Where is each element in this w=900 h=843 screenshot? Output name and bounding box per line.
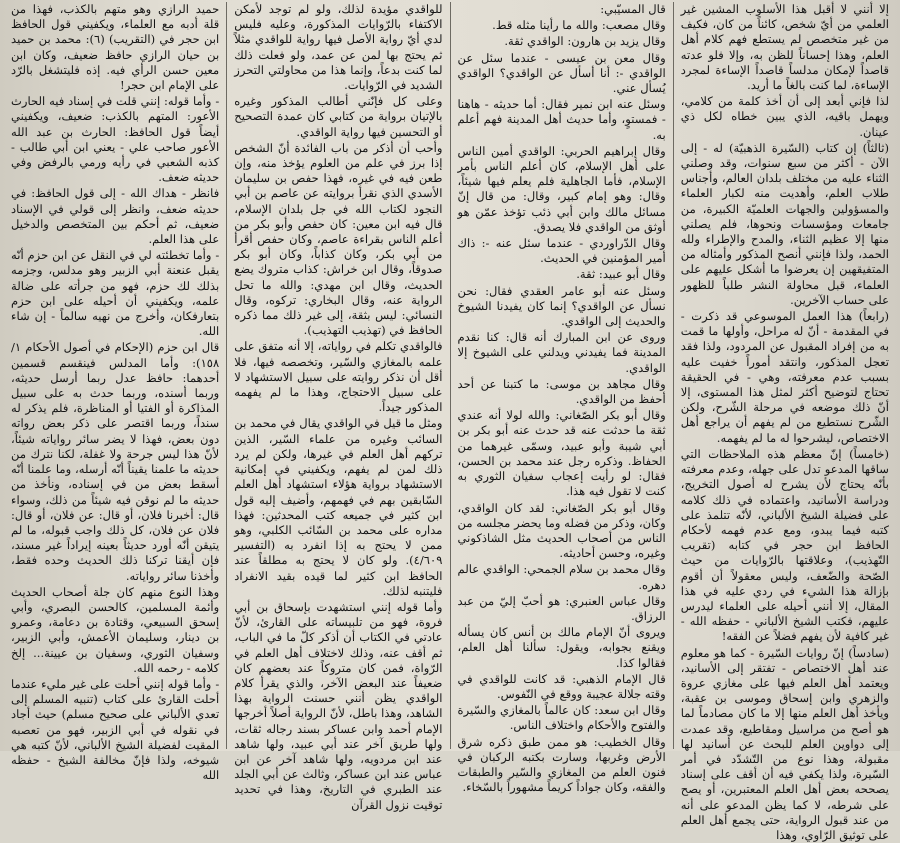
article-paragraph: ومثل ما قيل في الواقدي يقال في محمد بن السائب وغيره من علماء السّير، الذين تركهم أهل العلم في غيرها، ولكن لم يرد ذلك لمن لم يفهم، ويكفيني في إمكانية الاستشهاد برواية هؤلاء استشهاد أهل العلم السّابقين بهم في فهمهم، وأضيف إليه قول ابن كثير في جميعه كتب المحدثين: فهذا مداره على محمد بن السّائب الكلبي، وهو ممن لا يحتج به إذا انفرد به (التفسير ٤/٦٠٩). ولو كان لا يحتج به مطلقاً عند الحافظ ابن كثير لما قيده بقيد الانفراد فليتنبه لذلك. (234, 416, 443, 598)
article-paragraph: وسئل عنه أبو عامر العقدي فقال: نحن نسأل عن الواقدي؟ إنما كان يفيدنا الشيوخ والحديث إلى الواقدي. (457, 283, 666, 329)
article-paragraph: وهذا النوع منهم كان جلة أصحاب الحديث وأئمة المسلمين، كالحسن البصري، وأبي إسحق السبيعي، وقتادة بن دعامة، وعمرو بن دينار، وسليمان الأعمش، وأبي الزبير، وسفيان الثوري، وسفيان بن عيينة... إلخ كلامه - رحمه الله. (11, 584, 220, 675)
article-paragraph: وقال الدّراوردي - عندما سئل عنه -: ذاك أمير المؤمنين في الحديث. (457, 236, 666, 266)
article-paragraph: إلا أنني لا أقبل هذا الأسلوب المشين غير العلمي من أيّ شخص، كائناً من كان، فكيف من غير متخصص لم يستطع فهم كلام أهل العلم، وهذا إحساناً للظن به، وإلا فلو عدته قاصداً لإمكان مدلساً قاصداً الإساءة لمجرد الإساءة، لما كنت بالغاً ما أريد. (680, 2, 889, 93)
article-paragraph: ويروى أنّ الإمام مالك بن أنس كان يسأله ويقنع بجوابه، ويقول: سألنا أهل العلم، فقالوا كذا. (457, 625, 666, 670)
article-paragraph: وقال أبو بكر الصّغاني: لقد كان الواقدي، وكان، وذكر من فضله وما يحضر مجلسه من الناس من أصحاب الحديث مثل الشاذكوني وغيره، وحسن أحاديثه. (457, 500, 666, 561)
article-paragraph: فانظر - هداك الله - إلى قول الحافظ: في حديثه ضعف، وانظر إلى قولي في الإسناد ضعيف، ثم أحكم بين المتخصص والدخيل على هذا العلم. (11, 186, 220, 247)
column-3 (226, 2, 449, 812)
article-paragraph: وقال ابن سعد: كان عالماً بالمغازي والسّيرة والفتوح والأحكام واختلاف الناس. (457, 703, 666, 733)
article-paragraph: وقال مجاهد بن موسى: ما كتبنا عن أحد أحفظ من الواقدي. (457, 376, 666, 407)
article-paragraph: - وأما قوله: إنني قلت في إسناد فيه الحارث الأعور: المتهم بالكذب: ضعيف، ويكفيني أيضاً قول الحافظ: الحارث بن عبد الله الأعور صاحب علي - يعني ابن أبي طالب - كذبه الشعبي في رأيه ورمي بالرفض وفي حديثه ضعف. (11, 94, 220, 185)
article-paragraph: (رابعاً) هذا العمل الموسوعي قد ذكرت - في المقدمة - أنّ له مراحل، وأولها ما قمت به من إفراد المقبول عن المردود، ولذا فقد تعجل المذكور، وانتقد أموراً خفيت عليه بسبب عدم معرفته، وهي - في الحقيقة تحتاج لتوضيح أكثر لمثل هذا المستوى، إلا أنّ ذلك موضعه في مرحلة الشّرح، ولكن الشّرح نستطيع من لم يفهم أن يراجع أهل الاختصاص، ليشرحوا له ما لم يفهمه. (680, 309, 889, 445)
article-paragraph: وروى عن ابن المبارك أنه قال: كنا نقدم المدينة فما يفيدني ويدلني على الشيوخ إلا الواقدي. (457, 330, 666, 375)
article-paragraph: وأما قوله إنني استشهدت بإسحاق بن أبي فروة، فهو من تلبيساته على القارئ، لأنّ عادتي في الكتاب أن أذكر كلّ ما في الباب، ثم أقف عنه، وذلك لاختلاف أهل العلم في الرّواة، فمن كان متروكاً عند بعضهم كان ضعيفاً عند البعض الآخر، والذي يقرأ كلام الواقدي يظن أنني حسنت الرواية بهذا الشاهد، وهذا باطل، لأنّ الرواية أصلاً أخرجها الإمام أحمد وابن عساكر بسند رجاله ثقات، ولها طريق آخر عند أبي عبيد، ولها شاهد عند ابن مردويه، ولها شاهد آخر عن ابن عباس عند ابن عساكر، وثالث عن أبي الجلد عند الطبري في التاريخ، وهذا في تحديد توقيت نزول القرآن (234, 599, 443, 812)
article-paragraph: حميد الرازي وهو متهم بالكذب، فهذا من قلة أدبه مع العلماء، ويكفيني قول الحافظ ابن حجر في (التقريب) (٦): محمد بن حميد بن حيان الرازي حافظ ضعيف، وكان ابن معين حسن الرأي فيه. إذه فليتشغل بالرّد على الإمام ابن حجر! (11, 2, 220, 93)
article-paragraph: وقال يزيد بن هارون: الواقدي ثقة. (504, 34, 666, 49)
article-paragraph: وسئل عنه ابن نمير فقال: أما حديثه - هاهنا - فمستوٍ، وأما حديث أهل المدينة فهم أعلم به. (457, 97, 666, 142)
article-paragraph: قال ابن حزم (الإحكام في أصول الأحكام ١/ ١٥٨): وأما المدلس فينقسم قسمين أحدهما: حافظ عدل ربما أرسل حديثه، وربما أسنده، وربما حدث به على سبيل المذاكرة أو الفتيا أو المناظرة، فلم يذكر له سنداً، وربما اقتصر على ذكر بعض رواته دون بعض، فهذا لا يضر سائر رواياته شيئاً، لأنّ هذا ليس جرحة ولا غفلة، لكنا نترك من حديثه ما علمنا يقيناً أنّه أرسله، وما علمنا أنّه أسقط بعض من في إسناده، ونأخذ من حديثه ما لم نوقن فيه شيئاً من ذلك، وسواء قال: أخبرنا فلان، أو قال: عن فلان، أو قال: فلان عن فلان، كل ذلك واجب قبوله، ما لم يتيقن أنّه أورد حديثاً بعينه إيراداً غير مسند، فإن أيقنا تركنا ذلك الحديث وحده فقط، وأخذنا سائر رواياته. (11, 340, 220, 583)
article-paragraph: قال المسيّبي: (600, 2, 666, 16)
column-1 (673, 2, 896, 842)
article-paragraph: للواقدي مؤيدة لذلك، ولو لم توجد لأمكن الاكتفاء بالرّوايات المذكورة، وعليه فليس لدي أيّ رواية الأصل فيها رواية للواقدي مثلاً ثم يحتج بها لمن عن عمد، ولو فعلت ذلك لما كنت بدعاً، وإنما هذا من محاولتي التحرز الشديد في الرّوايات. (234, 2, 443, 93)
article-paragraph: (ثالثاً) إن كتاب (السّيرة الذهبيّة) له - إلى الآن - أكثر من سبع سنوات، وقد وصلني الثناء عليه من مختلف بلدان العالم، وأجناس طلاب العلم، وأهديت منه لكبار العلماء والمسؤولين والجهات العلميّة الكبيرة، من جامعات ومؤسسات ونحوها، فلم يصلني منها إلا عظيم الثناء، والمدح والإطراء ولله الحمد، ولذا فإنني أنصح المذكور وأمثاله من المتفيقهين إن يعرضوا ما أشكل عليهم على العلماء، قبل محاولة النشر طلباً للظهور على حساب الآخرين. (680, 140, 889, 307)
article-paragraph: وعلى كل فإنّني أطالب المذكور وغيره بالإتيان برواية من كتابي كان عمدة التصحيح أو التحسين فيها رواية الواقدي. (234, 94, 443, 139)
article-paragraph: (خامساً) إنّ معظم هذه الملاحظات التي ساقها المدعو تدل على جهله، وعدم معرفته بأنّه يحتاج لأن يشرح له أصول التخريج، ودراسة الأسانيد، واعتماده في ذلك كلامه على فضيلة الشيخ الألباني، لأنّه تتلمذ على كتبه فيما يبدو، ومع عدم فهمه لأحكام الحافظ ابن حجر في كتابه (تقريب التّهذيب)، وعلاقتها بالرّوايات من حيث الصّحة والضّعف، وليس معقولاً أن أقوم بإزالة هذا الشيء في ردي عليه في هذا المقال، إلا أنني أحيله على العلماء ليدرس عليهم، فكتب الشيخ الألباني - حفظه الله - غير كافية لأن يفهم فضلاً عن الفقه! (680, 446, 889, 644)
article-paragraph: وأحب أن أذكر من باب الفائدة أنّ الشخص إذا برز في علم من العلوم يؤخذ منه، وإن طعن فيه في غيره، فهذا حفص بن سليمان الأسدي الذي نقرأ بروايته عن عاصم بن أبي النجود لكتاب الله في جل بلدان الإسلام، قال فيه ابن معين: كان حفص وأبو بكر من أعلم الناس بقراءة عاصم، وكان حفص أقرأ من أبي بكر، وكان كذاباً، وكان أبو بكر صدوقاً، وقال ابن خراش: كذاب متروك يضع الحديث، وقال ابن مهدي: والله ما تحل الرواية عنه، وقال البخاري: تركوه، وقال النسائي: ليس بثقة، إلى غير ذلك مما ذكره الحافظ في (تهذيب التهذيب). (234, 140, 443, 338)
article-paragraph: وقال إبراهيم الحربي: الواقدي أمين الناس على أهل الإسلام، كان أعلم الناس بأمر الإسلام، فأما الجاهلية فلم يعلم فيها شيئاً، وقال: وهو إمام كبير، وقال: من قال إنّ مسائل مالك وابن أبي ذئب تؤخذ عمّن هو أوثق من الواقدي فلا يصدق. (457, 143, 666, 234)
article-paragraph: وقال معن بن عيسى - عندما سئل عن الواقدي -: أنا أسأل عن الواقدي؟ الواقدي يُسأل عني. (457, 50, 666, 96)
article-paragraph: وقال محمد بن سلام الجمحي: الواقدي عالم دهره. (457, 562, 666, 592)
article-paragraph: قال الإمام الذهبي: قد كانت للواقدي في وقته جلالة عجيبة ووقع في النّفوس. (457, 671, 666, 701)
article-paragraph: وقال أبو بكر الصّغاني: والله لولا أنه عندي ثقة ما حدثت عنه قد حدث عنه أبو بكر بن أبي شيبة وأبو عبيد، وسمّى غيرهما من الحفاظ. وذكره رجل عند محمد بن الحسن، فقال: لو رأيت إعجاب سفيان الثوري به كنت لا تقول فيه هذا. (457, 408, 666, 499)
article-paragraph: فالواقدي تكلم في رواياته، إلا أنه متفق على علمه بالمغازي والسّير، وتخصصه فيها، فلا أقل أن نذكر روايته على سبيل الاستشهاد لا على سبيل الاحتجاج، وهذا ما لم يفهمه المذكور جيداً. (234, 339, 443, 415)
article-paragraph: وقال عباس العنبري: هو أحبّ إليّ من عبد الرزاق. (457, 593, 666, 623)
column-2 (450, 2, 673, 795)
article-paragraph: - وأما قوله إنني أحلت على غير مليء عندما أحلت القارئ على كتاب (تنبيه المسلم إلى تعدي الألباني على صحيح مسلم) حيث أجاد في نقوله في أبي الزبير، فهو من تعصبه المقيت لفضيلة الشيخ الألباني، لأنّ كتبه هي شيوخه، ولذا فإنّ مخالفة الشيخ - حفظه الله (11, 676, 220, 783)
article-paragraph: وقال مصعب: والله ما رأينا مثله قط. (492, 18, 666, 33)
article-paragraph: - وأما تخطئته لي في النقل عن ابن حزم أنّه يقبل عنعنة أبي الزبير وهو مدلس، وجزمه بذلك لك حزم، فهو من جرأته على ضالة علمه، ويكفيني أن أحيله على ابن حزم بتعارفكان، وأخرج من نهيه سالماً - إن شاء الله. (11, 248, 220, 339)
article-paragraph: (سادساً) إنّ روايات السّيرة - كما هو معلوم عند أهل الاختصاص - تفتقر إلى الأسانيد، ويعتمد أهل العلم فيها على مغازي عروة والزهري وابن إسحاق وموسى بن عقبة، ويأخذ أهل العلم منها إلا ما كان مصادماً لما هو أصح من مراسيل ومقاطيع، وقد عمدت إلى دواوين العلم للبحث عن أسانيد لها مقبولة، وهذا نوع من التّشدّد في أمر السّيرة، ولذا يكفي فيه أن أقف على إسناد يصححه بعض أهل العلم المعتبرين، أو يصح على شرطه، لا كما يظن المدعو على أنه من عند قبول الرواية، حتى يجمع أهل العلم على توثيق الرّاوي، وهذا (680, 645, 889, 842)
article-paragraph: وقال الخطيب: هو ممن طبق ذكره شرق الأرض وغربها، وسارت بكتبه الركبان في فنون العلم من المغازي والسّير والطبقات والفقه، وكان جواداً كريماً مشهوراً بالسّخاء. (457, 734, 666, 795)
article-paragraph: لذا فإني أبعد إلى أن أخذ كلمة من كلامي، ويهمل باقيه، الذي يبين خطاه لكل ذي عينان. (680, 94, 889, 139)
column-4 (4, 2, 226, 783)
article-paragraph: وقال أبو عبيد: ثقة. (576, 267, 666, 282)
text-columns (4, 2, 896, 842)
